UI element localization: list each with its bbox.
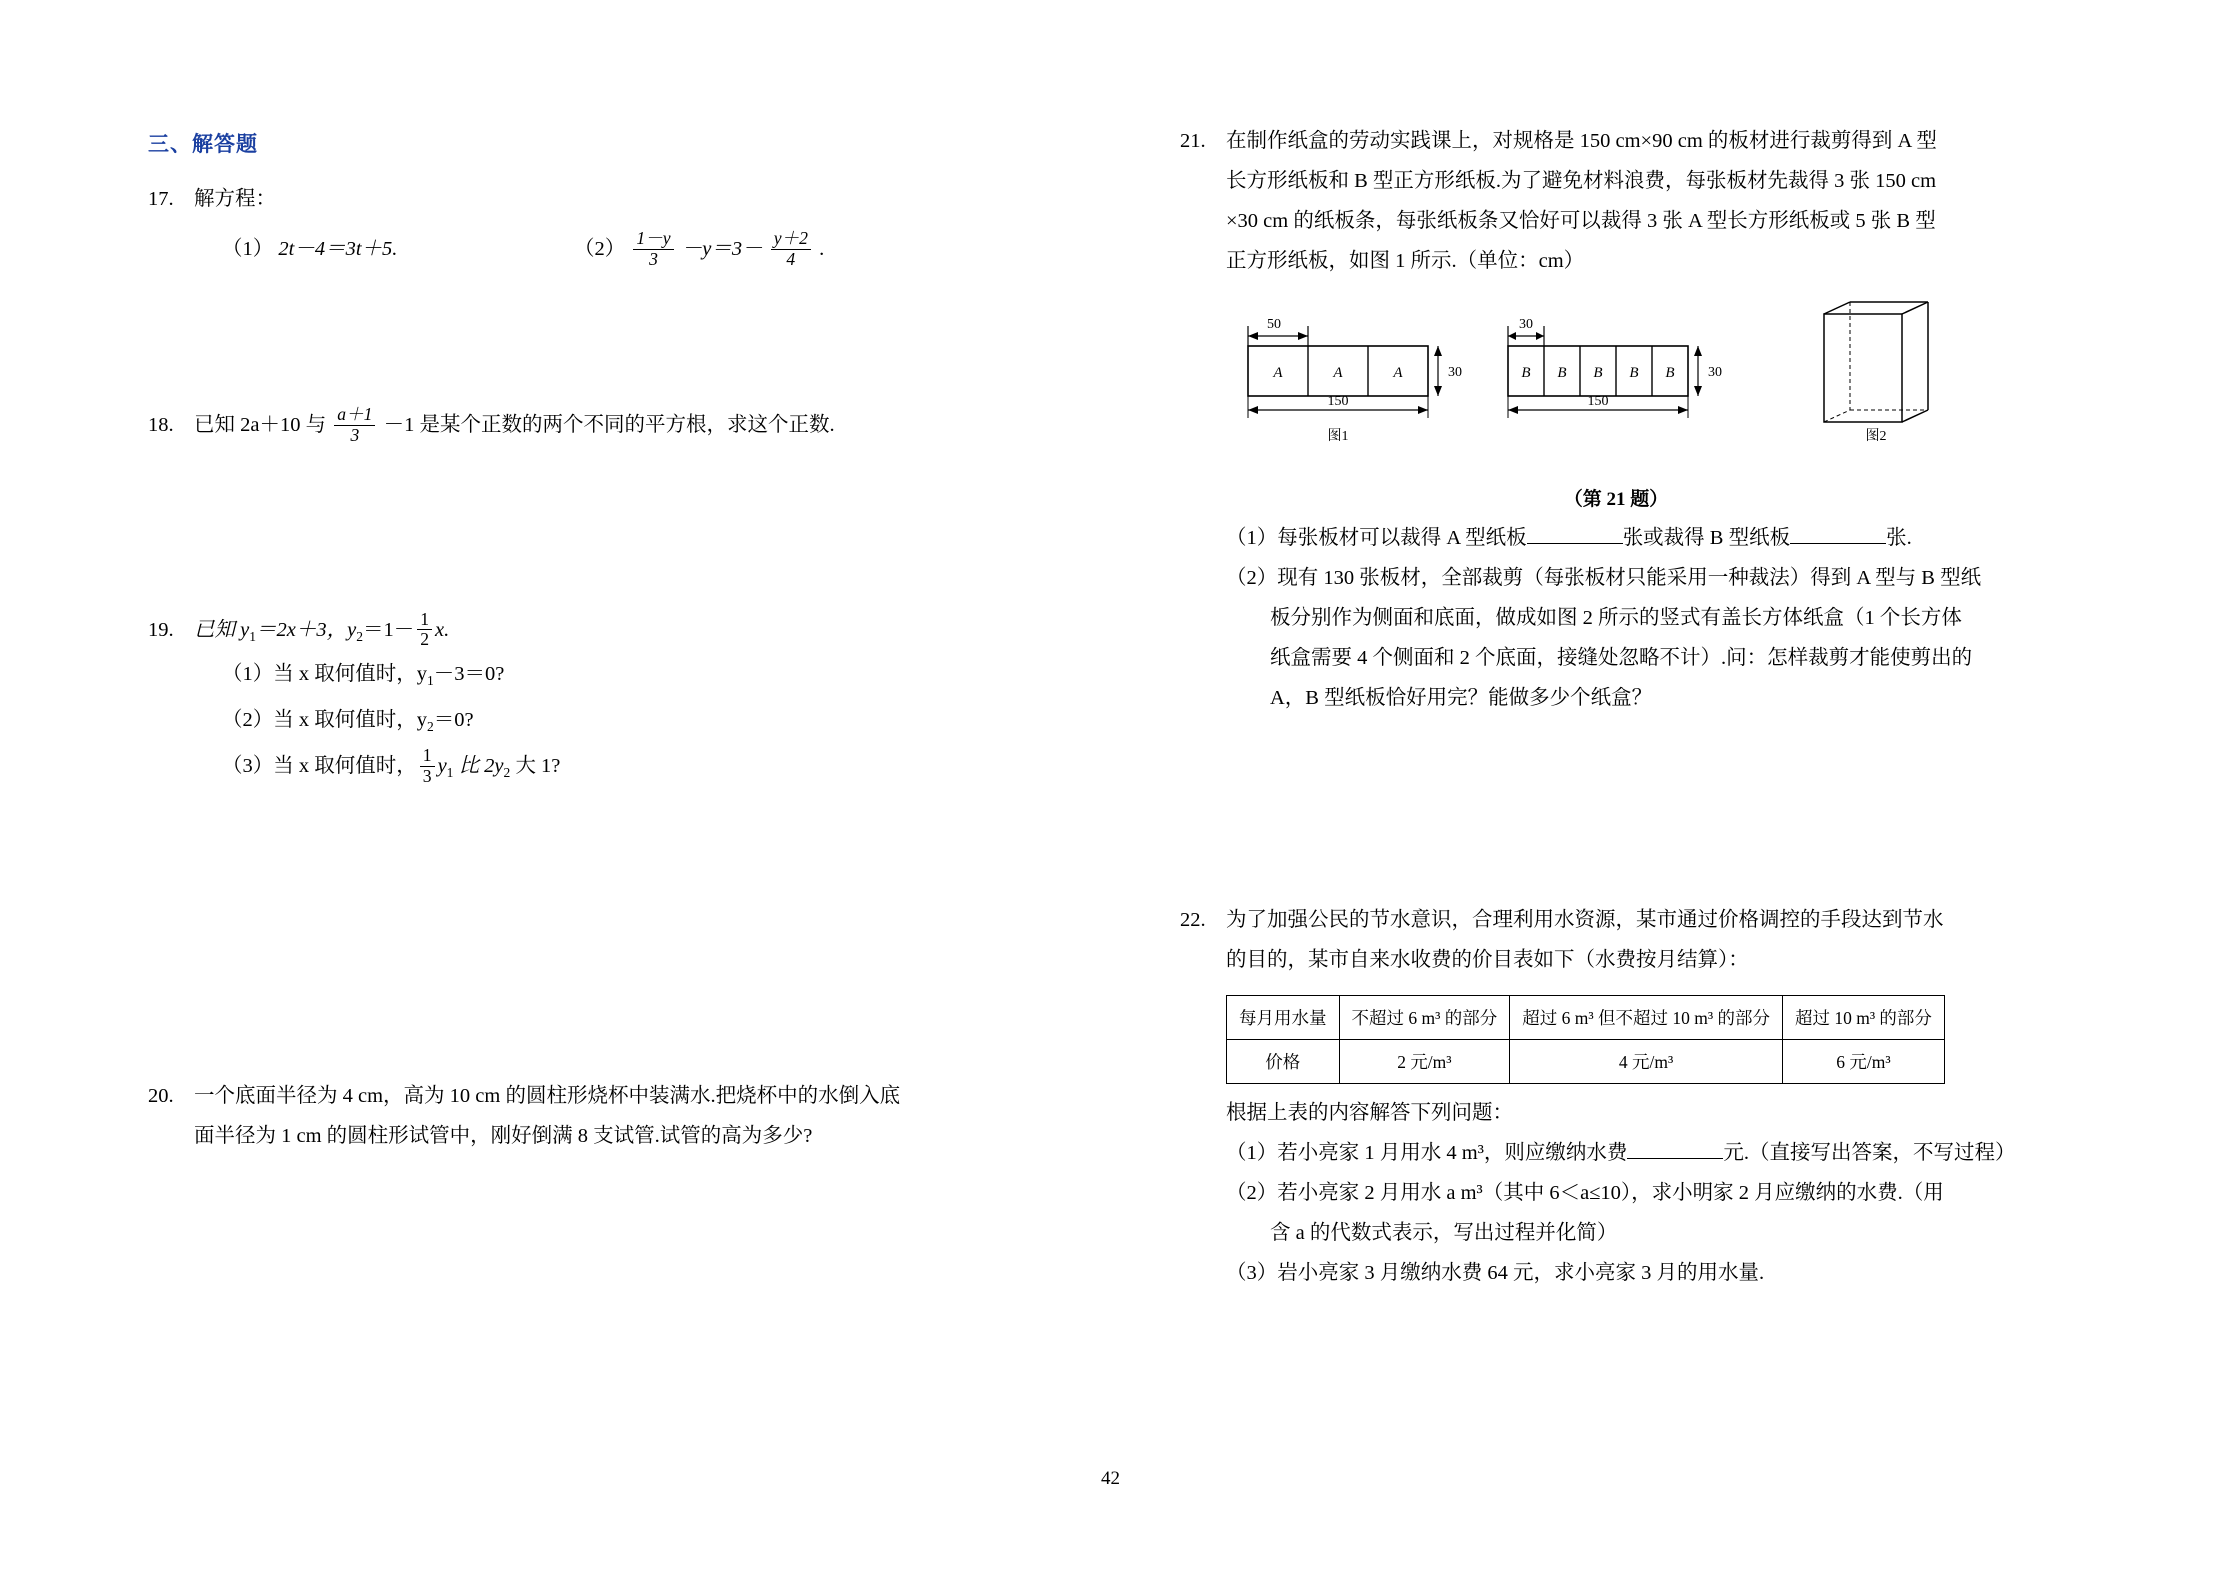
- problem-21-line-3: ×30 cm 的纸板条，每张纸板条又恰好可以裁得 3 张 A 型长方形纸板或 5 张 B 型: [1226, 209, 1936, 232]
- table-cell-price-tier2: 4 元/m³: [1510, 1039, 1783, 1083]
- problem-22: [1180, 901, 2110, 981]
- problem-21-figure: [1226, 300, 2110, 480]
- problem-21-line-2: 长方形纸板和 B 型正方形纸板.为了避免材料浪费，每张板材先裁得 3 张 150 cm: [1226, 169, 1937, 192]
- problem-17-part2-middle: －y＝3－: [681, 237, 763, 260]
- problem-17-number: 17.: [148, 188, 174, 210]
- table-cell-price-label: 价格: [1227, 1039, 1340, 1083]
- problem-21-q2-line-4: A，B 型纸板恰好用完？能做多少个纸盒？: [1270, 686, 1653, 709]
- problem-18: [148, 406, 1098, 447]
- problem-21-q2-line-3: 纸盒需要 4 个侧面和 2 个底面，接缝处忽略不计）.问：怎样裁剪才能使剪出的: [1270, 646, 1973, 669]
- table-cell-price-tier1: 2 元/m³: [1339, 1039, 1510, 1083]
- problem-22-questions: [1180, 1094, 2110, 1294]
- problem-19-number: 19.: [148, 618, 174, 641]
- problem-17: [148, 180, 1098, 284]
- problem-22-number: 22.: [1180, 908, 1206, 931]
- problem-18-number: 18.: [148, 413, 174, 436]
- svg-text:30: 30: [1708, 364, 1722, 380]
- problem-19-stem-fraction: $\frac{1}{2}$: [417, 610, 432, 650]
- table-header-tier1: 不超过 6 m³ 的部分: [1339, 995, 1510, 1039]
- page-number: 42: [1101, 1468, 1120, 1489]
- problem-18-pre: 已知 2a＋10 与: [194, 413, 327, 436]
- svg-text:30: 30: [1448, 364, 1462, 380]
- svg-text:A: A: [1333, 364, 1343, 381]
- problem-22-q2-line-2: 含 a 的代数式表示，写出过程并化简）: [1270, 1221, 1618, 1244]
- problem-22-line-2: 的目的，某市自来水收费的价目表如下（水费按月结算）：: [1226, 948, 1749, 971]
- svg-text:50: 50: [1267, 316, 1281, 332]
- problem-19-q1: （1）当 x 取何值时，$y_1-3=0$?: [222, 663, 505, 689]
- problem-21: [1180, 122, 2110, 282]
- problem-17-part2-label: （2）: [574, 237, 626, 260]
- problem-18-fraction: $\frac{a+1}{3}$: [334, 405, 375, 445]
- problem-21-line-4: 正方形纸板，如图 1 所示.（单位：cm）: [1226, 249, 1585, 272]
- table-header-tier2: 超过 6 m³ 但不超过 10 m³ 的部分: [1510, 995, 1783, 1039]
- svg-text:B: B: [1521, 364, 1531, 381]
- right-column: [1180, 128, 2110, 1304]
- section-heading: 三、解答题: [148, 132, 258, 156]
- problem-17-part2-fraction-a: $\frac{1-y}{3}$: [633, 229, 673, 269]
- svg-text:A: A: [1273, 364, 1283, 381]
- svg-text:图1: 图1: [1327, 428, 1349, 444]
- answer-blank[interactable]: [1527, 524, 1623, 544]
- svg-text:A: A: [1393, 364, 1403, 381]
- problem-20: [148, 1077, 1098, 1157]
- table-header-usage: 每月用水量: [1227, 995, 1340, 1039]
- answer-blank[interactable]: [1627, 1139, 1723, 1159]
- problem-21-number: 21.: [1180, 130, 1206, 152]
- table-header-tier3: 超过 10 m³ 的部分: [1782, 995, 1944, 1039]
- problem-20-line-2: 面半径为 1 cm 的圆柱形试管中，刚好倒满 8 支试管.试管的高为多少?: [194, 1125, 813, 1148]
- table-cell-price-tier3: 6 元/m³: [1782, 1039, 1944, 1083]
- problem-17-part1-equation: 2t－4＝3t＋5.: [278, 237, 398, 260]
- svg-text:30: 30: [1519, 316, 1533, 332]
- problem-20-number: 20.: [148, 1085, 174, 1108]
- left-column: [148, 128, 1098, 1167]
- problem-21-q2: （2）现有 130 张板材，全部裁剪（每张板材只能采用一种裁法）得到 A 型与 B 型纸: [1226, 566, 1982, 589]
- problem-21-line-1: 在制作纸盒的劳动实践课上，对规格是 150 cm×90 cm 的板材进行裁剪得到 A 型: [1226, 130, 1937, 152]
- problem-19-q3: （3）当 x 取何值时， $\frac{1}{3}$ $y_1$ 比 $2y_2$ 大 1?: [222, 745, 561, 787]
- problem-21-figure-svg: [1226, 300, 2056, 480]
- problem-19-q2: （2）当 x 取何值时，$y_2=0$?: [222, 709, 474, 735]
- table-row: [1227, 1039, 1945, 1083]
- problem-19: [148, 608, 1098, 790]
- problem-19-q3-fraction: $\frac{1}{3}$: [420, 746, 435, 786]
- answer-blank[interactable]: [1790, 524, 1886, 544]
- water-price-table: [1226, 995, 1945, 1084]
- svg-text:B: B: [1593, 364, 1603, 381]
- problem-17-part2-end: .: [819, 237, 825, 260]
- problem-22-q1: （1）若小亮家 1 月用水 4 m³，则应缴纳水费 元.（直接写出答案，不写过程）: [1226, 1134, 2110, 1174]
- problem-20-line-1: 一个底面半径为 4 cm，高为 10 cm 的圆柱形烧杯中装满水.把烧杯中的水倒入底: [194, 1085, 901, 1108]
- problem-21-figure-caption: （第 21 题）: [1563, 488, 1669, 510]
- problem-22-prompt: 根据上表的内容解答下列问题：: [1226, 1101, 1513, 1124]
- problem-17-part2-fraction-b: $\frac{y+2}{4}$: [771, 229, 811, 269]
- problem-22-q2: （2）若小亮家 2 月用水 a m³（其中 6＜a≤10），求小明家 2 月应缴纳的水费.（用: [1226, 1181, 1944, 1204]
- svg-text:150: 150: [1327, 393, 1349, 409]
- problem-22-q3: （3）岩小亮家 3 月缴纳水费 64 元，求小亮家 3 月的用水量.: [1226, 1261, 1765, 1284]
- svg-text:B: B: [1557, 364, 1567, 381]
- svg-text:B: B: [1665, 364, 1675, 381]
- problem-17-part1-label: （1）: [222, 237, 274, 260]
- problem-21-q1: （1）每张板材可以裁得 A 型纸板 张或裁得 B 型纸板 张.: [1226, 519, 2110, 559]
- problem-21-q2-line-2: 板分别作为侧面和底面，做成如图 2 所示的竖式有盖长方体纸盒（1 个长方体: [1270, 606, 1962, 629]
- problem-19-stem: 已知 $y_1=2x+3$，$y_2=1-$ $\frac{1}{2}$ x.: [194, 608, 450, 650]
- svg-text:B: B: [1629, 364, 1639, 381]
- problem-21-questions: [1180, 519, 2110, 719]
- table-row-header: [1227, 995, 1945, 1039]
- problem-18-post: －1 是某个正数的两个不同的平方根，求这个正数.: [383, 413, 835, 436]
- problem-22-line-1: 为了加强公民的节水意识，合理利用水资源，某市通过价格调控的手段达到节水: [1226, 908, 1944, 931]
- svg-text:图2: 图2: [1865, 428, 1887, 444]
- problem-17-stem: 解方程：: [194, 188, 276, 210]
- svg-text:150: 150: [1587, 393, 1609, 409]
